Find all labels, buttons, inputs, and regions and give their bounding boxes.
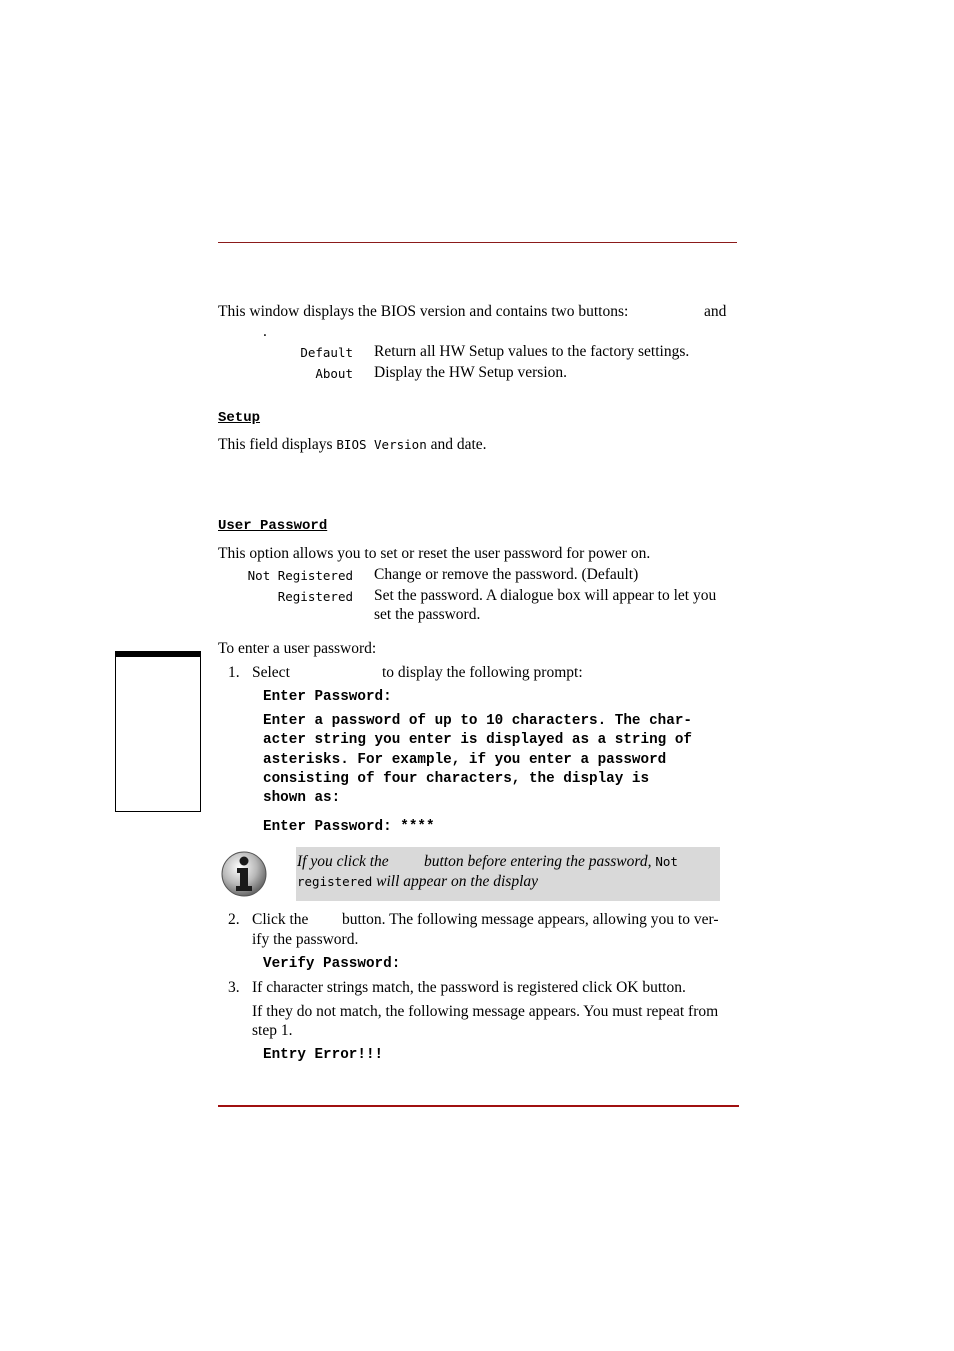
note-text-a: If you click the (297, 853, 389, 870)
step3-text-b: If they do not match, the following message appears. You must repeat from (252, 1003, 719, 1020)
desc-about: Display the HW Setup version. (374, 364, 568, 381)
note-text-c: will appear on the display (376, 873, 539, 890)
user-password-text: This option allows you to set or reset the user password for power on. (218, 545, 651, 562)
user-password-heading: User Password (218, 518, 328, 534)
step1-text-b: to display the following prompt: (382, 664, 583, 681)
step3-number: 3. (228, 979, 240, 996)
note-code-not: Not (655, 854, 678, 869)
setup-heading: Setup (218, 410, 261, 426)
code-line-4: consisting of four characters, the display is (263, 771, 650, 787)
intro-line (218, 302, 628, 321)
prompt-enter-password-stars: Enter Password: **** (263, 819, 435, 835)
procedure-lead: To enter a user password: (218, 640, 377, 657)
prompt-enter-password: Enter Password: (263, 689, 392, 705)
step3-text-a: If character strings match, the password is registered click OK button. (252, 979, 686, 996)
setup-text-b: and date. (430, 436, 487, 453)
intro-period: . (263, 323, 267, 340)
desc-registered-2: set the password. (374, 606, 481, 623)
desc-default: Return all HW Setup values to the factory settings. (374, 343, 690, 360)
desc-registered-1: Set the password. A dialogue box will appear to let you (374, 587, 717, 604)
code-line-1: Enter a password of up to 10 characters. The char- (263, 713, 692, 729)
step2-text-b: button. The following message appears, allowing you to ver- (342, 911, 719, 928)
desc-not-registered: Change or remove the password. (Default) (374, 566, 639, 583)
step1-text-a: Select (252, 664, 290, 681)
term-not-registered: Not Registered (247, 568, 353, 583)
setup-text (218, 435, 487, 454)
footer-rule (218, 1105, 739, 1107)
note-code-registered: registered (297, 874, 373, 889)
step2-text-a: Click the (252, 911, 309, 928)
code-line-2: acter string you enter is displayed as a string of (263, 732, 692, 748)
note-line-1 (297, 852, 389, 872)
note-line-2 (297, 872, 538, 892)
step2-number: 2. (228, 911, 240, 928)
note-line-1b (424, 852, 678, 872)
term-registered: Registered (277, 589, 353, 604)
step3-text-c: step 1. (252, 1022, 293, 1039)
code-line-3: asterisks. For example, if you enter a password (263, 752, 667, 768)
setup-code: BIOS Version (336, 437, 427, 452)
chapter-side-tab (115, 651, 201, 812)
term-about: About (315, 366, 353, 381)
intro-and: and (704, 303, 727, 320)
intro-text: This window displays the BIOS version and contains two buttons: (218, 303, 629, 320)
prompt-entry-error: Entry Error!!! (263, 1047, 384, 1063)
step1-number: 1. (228, 664, 240, 681)
term-default: Default (300, 345, 353, 360)
step2-text-c: ify the password. (252, 931, 359, 948)
code-line-5: shown as: (263, 790, 341, 806)
note-text-b: button before entering the password, (424, 853, 652, 870)
info-icon (219, 848, 269, 900)
prompt-verify-password: Verify Password: (263, 956, 401, 972)
header-rule (218, 242, 737, 243)
setup-text-a: This field displays (218, 436, 333, 453)
